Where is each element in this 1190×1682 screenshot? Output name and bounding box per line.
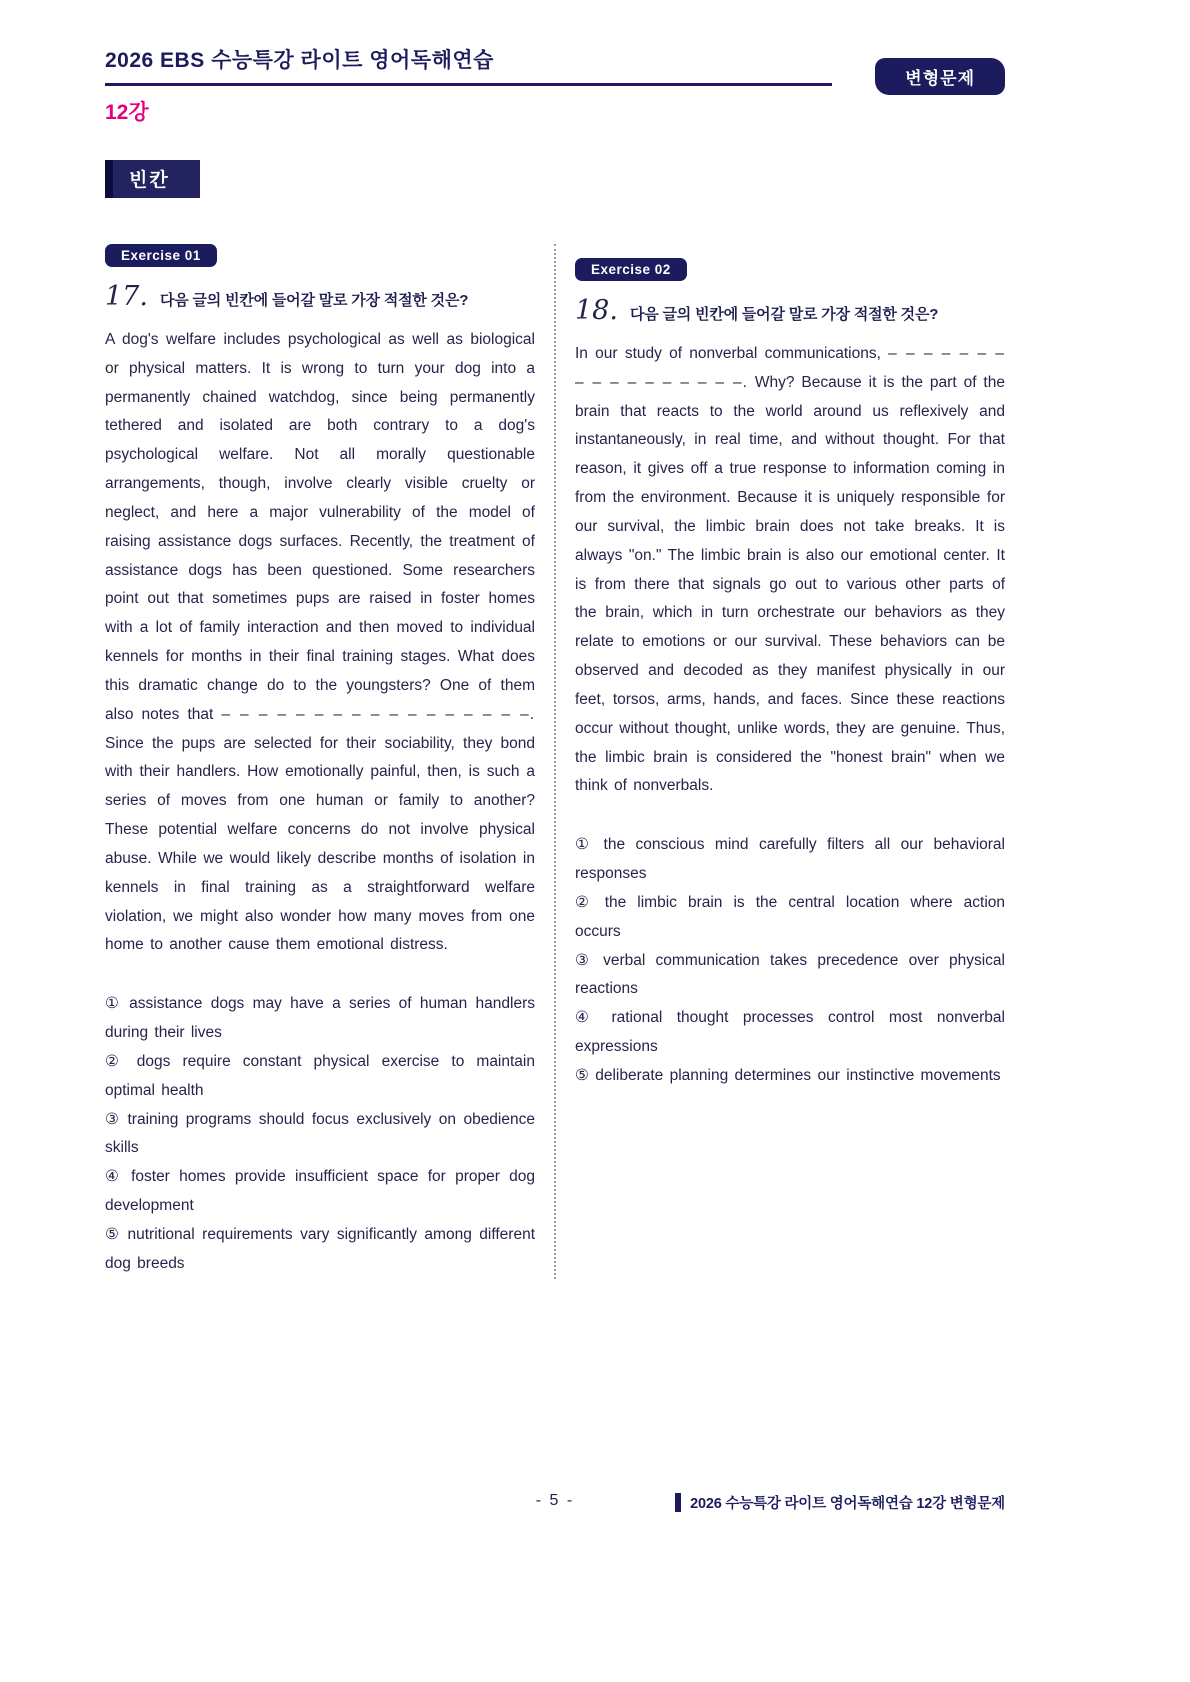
question-17-number: 17. <box>105 281 148 312</box>
column-divider <box>554 244 556 1279</box>
passage-17 <box>105 326 535 960</box>
section-label-blank: 빈칸 <box>105 160 200 198</box>
column-exercise-02 <box>575 244 1005 1279</box>
question-17-text: 다음 글의 빈칸에 들어갈 말로 가장 적절한 것은? <box>159 292 469 309</box>
footer <box>105 1492 1005 1518</box>
footer-accent-bar <box>675 1493 681 1512</box>
chapter-label: 12강 <box>105 101 149 124</box>
question-18-number: 18. <box>575 295 618 326</box>
exercise-01-badge: Exercise 01 <box>105 244 217 267</box>
passage-18-blank: – – – – – – – – – – – – – – – – –. <box>575 345 1006 391</box>
question-18 <box>575 295 1005 326</box>
option-18-1: ① the conscious mind carefully filters all our behavioral responses <box>575 836 1005 883</box>
footer-right <box>675 1492 1005 1513</box>
page-number: - 5 - <box>535 1492 575 1509</box>
passage-18 <box>575 340 1005 801</box>
passage-17-pre: A dog's welfare includes psychological as well as biological or physical matters. It is wrong to turn your dog into a permanently chained watchdog, since being permanently tethered and isolated are both contrary to a dog's psychological welfare. Not all morally questionable arrangements, though, involve clearly visible cruelty or neglect, and here a major vulnerability of the model of raising assistance dogs surfaces. Recently, the treatment of assistance dogs has been questioned. Some researchers point out that sometimes pups are raised in foster homes with a lot of family interaction and then moved to individual kennels for months in their final training stages. What does this dramatic change do to the youngsters? One of them also notes that <box>105 331 535 723</box>
two-column-layout <box>105 244 1005 1279</box>
question-17 <box>105 281 535 312</box>
column-exercise-01 <box>105 244 535 1279</box>
passage-18-post: Why? Because it is the part of the brain that reacts to the world around us reflexively and instantaneously, in real time, and without thought. For that reason, it gives off a true response to information coming in from the environment. Because it is uniquely responsible for our survival, the limbic brain does not take breaks. It is always "on." The limbic brain is also our emotional center. It is from there that signals go out to various other parts of the brain, which in turn orchestrate our behaviors as they relate to emotions or our survival. These behaviors can be observed and decoded as they manifest physically in our feet, torsos, arms, hands, and faces. Since these reactions occur without thought, unlike words, they are genuine. Thus, the limbic brain is considered the "honest brain" when we think of nonverbals. <box>575 373 1005 795</box>
footer-label: 2026 수능특강 라이트 영어독해연습 12강 변형문제 <box>690 1496 1005 1512</box>
header-rule <box>105 83 832 86</box>
option-18-5: ⑤ deliberate planning determines our instinctive movements <box>575 1066 1001 1084</box>
header <box>105 44 1005 126</box>
exercise-02-badge: Exercise 02 <box>575 258 687 281</box>
page-title: 2026 EBS 수능특강 라이트 영어독해연습 <box>105 49 494 72</box>
option-17-5: ⑤ nutritional requirements vary significantly among different dog breeds <box>105 1225 535 1272</box>
passage-17-blank: – – – – – – – – – – – – – – – – –. <box>221 705 535 723</box>
option-18-2: ② the limbic brain is the central location where action occurs <box>575 893 1005 940</box>
passage-17-post: Since the pups are selected for their sociability, they bond with their handlers. How emotionally painful, then, is such a series of moves from one human or family to another? These potential welfare concerns do not involve physical abuse. While we would likely describe months of isolation in kennels in final training as a straightforward welfare violation, we might also wonder how many moves from one home to another cause them emotional distress. <box>105 734 535 954</box>
option-17-4: ④ foster homes provide insufficient space for proper dog development <box>105 1168 535 1215</box>
question-18-text: 다음 글의 빈칸에 들어갈 말로 가장 적절한 것은? <box>629 306 939 323</box>
options-17 <box>105 990 535 1278</box>
passage-18-pre: In our study of nonverbal communications, <box>575 345 889 362</box>
option-17-3: ③ training programs should focus exclusively on obedience skills <box>105 1110 535 1157</box>
variant-problem-badge: 변형문제 <box>875 58 1005 95</box>
option-18-3: ③ verbal communication takes precedence over physical reactions <box>575 951 1005 998</box>
option-17-1: ① assistance dogs may have a series of human handlers during their lives <box>105 995 535 1042</box>
options-18 <box>575 831 1005 1090</box>
option-17-2: ② dogs require constant physical exercise to maintain optimal health <box>105 1052 535 1099</box>
option-18-4: ④ rational thought processes control most nonverbal expressions <box>575 1009 1005 1056</box>
